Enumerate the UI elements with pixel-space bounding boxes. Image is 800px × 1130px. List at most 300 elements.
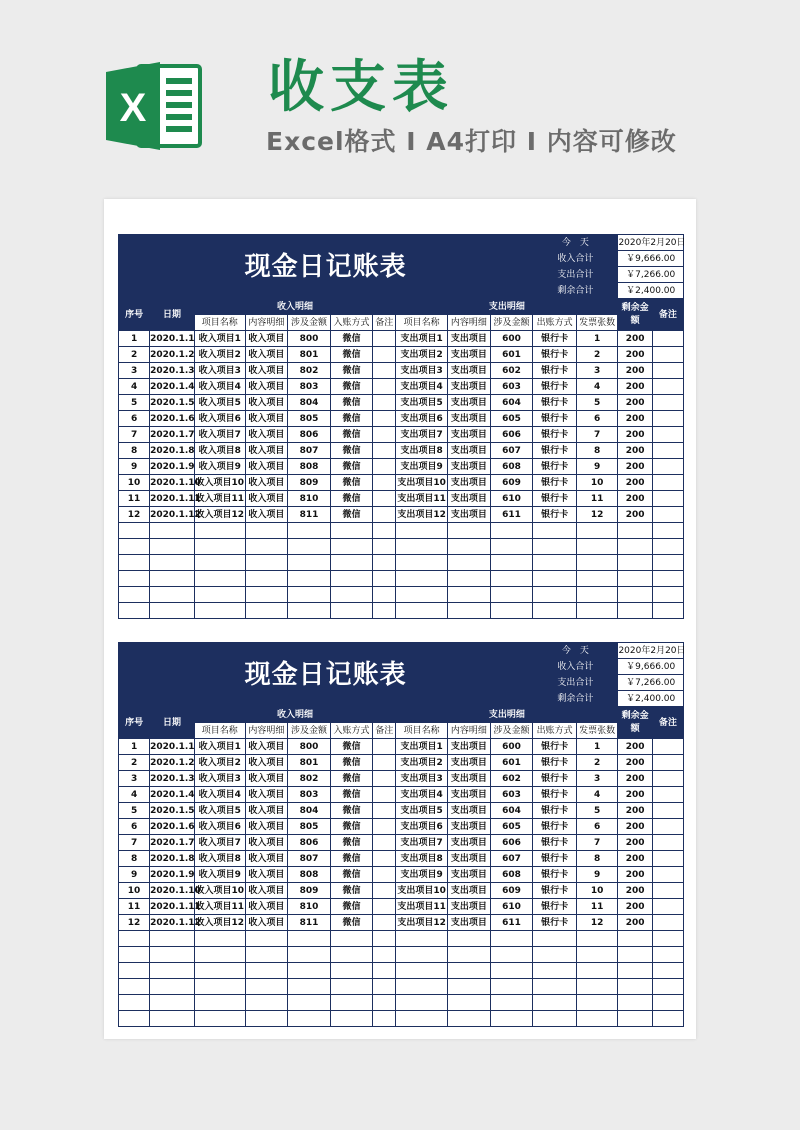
empty-cell[interactable] [194, 979, 245, 995]
cell-expense-amount[interactable]: 602 [490, 363, 533, 379]
cell-seq[interactable]: 11 [119, 491, 150, 507]
cell-expense-amount[interactable]: 600 [490, 331, 533, 347]
cell-expense-method[interactable]: 银行卡 [533, 459, 577, 475]
cell-income-method[interactable]: 微信 [330, 771, 373, 787]
cell-income-note[interactable] [373, 379, 396, 395]
cell-date[interactable]: 2020.1.9 [150, 867, 195, 883]
empty-cell[interactable] [288, 603, 331, 619]
cell-seq[interactable]: 2 [119, 347, 150, 363]
cell-expense-method[interactable]: 银行卡 [533, 491, 577, 507]
cell-income-note[interactable] [373, 459, 396, 475]
empty-cell[interactable] [194, 947, 245, 963]
cell-expense-item[interactable]: 支出项目9 [396, 459, 448, 475]
empty-cell[interactable] [194, 539, 245, 555]
empty-cell[interactable] [245, 1011, 288, 1027]
cell-invoice-count[interactable]: 1 [576, 739, 618, 755]
cell-expense-item[interactable]: 支出项目5 [396, 395, 448, 411]
empty-cell[interactable] [448, 571, 491, 587]
cell-remaining[interactable]: 200 [618, 835, 652, 851]
cell-expense-item[interactable]: 支出项目11 [396, 899, 448, 915]
cell-income-amount[interactable]: 803 [288, 787, 331, 803]
cell-seq[interactable]: 9 [119, 867, 150, 883]
cell-income-item[interactable]: 收入项目1 [194, 739, 245, 755]
cell-expense-method[interactable]: 银行卡 [533, 867, 577, 883]
cell-invoice-count[interactable]: 12 [576, 915, 618, 931]
cell-date[interactable]: 2020.1.9 [150, 459, 195, 475]
cell-expense-method[interactable]: 银行卡 [533, 395, 577, 411]
cell-expense-amount[interactable]: 603 [490, 379, 533, 395]
empty-cell[interactable] [448, 539, 491, 555]
empty-cell[interactable] [194, 555, 245, 571]
cell-expense-detail[interactable]: 支出项目 [448, 915, 491, 931]
cell-note[interactable] [652, 475, 683, 491]
empty-cell[interactable] [330, 539, 373, 555]
cell-seq[interactable]: 12 [119, 507, 150, 523]
cell-note[interactable] [652, 899, 683, 915]
cell-income-note[interactable] [373, 851, 396, 867]
cell-expense-detail[interactable]: 支出项目 [448, 771, 491, 787]
empty-cell[interactable] [490, 555, 533, 571]
cell-expense-item[interactable]: 支出项目1 [396, 331, 448, 347]
cell-date[interactable]: 2020.1.10 [150, 883, 195, 899]
cell-income-method[interactable]: 微信 [330, 915, 373, 931]
empty-cell[interactable] [373, 603, 396, 619]
empty-cell[interactable] [194, 523, 245, 539]
cell-income-amount[interactable]: 802 [288, 363, 331, 379]
empty-cell[interactable] [652, 555, 683, 571]
cell-income-item[interactable]: 收入项目12 [194, 507, 245, 523]
cell-income-note[interactable] [373, 331, 396, 347]
empty-cell[interactable] [119, 963, 150, 979]
cell-expense-method[interactable]: 银行卡 [533, 851, 577, 867]
cell-income-detail[interactable]: 收入项目 [245, 803, 288, 819]
cell-seq[interactable]: 6 [119, 411, 150, 427]
cell-seq[interactable]: 7 [119, 427, 150, 443]
empty-cell[interactable] [576, 539, 618, 555]
cell-expense-item[interactable]: 支出项目11 [396, 491, 448, 507]
cell-income-amount[interactable]: 810 [288, 899, 331, 915]
cell-income-amount[interactable]: 805 [288, 819, 331, 835]
cell-remaining[interactable]: 200 [618, 475, 652, 491]
empty-cell[interactable] [618, 995, 652, 1011]
cell-income-item[interactable]: 收入项目8 [194, 443, 245, 459]
cell-income-method[interactable]: 微信 [330, 803, 373, 819]
cell-seq[interactable]: 10 [119, 883, 150, 899]
empty-cell[interactable] [396, 1011, 448, 1027]
empty-cell[interactable] [490, 963, 533, 979]
cell-invoice-count[interactable]: 4 [576, 787, 618, 803]
cell-income-method[interactable]: 微信 [330, 475, 373, 491]
cell-expense-amount[interactable]: 608 [490, 867, 533, 883]
cell-income-detail[interactable]: 收入项目 [245, 395, 288, 411]
empty-cell[interactable] [245, 963, 288, 979]
empty-cell[interactable] [448, 587, 491, 603]
cell-expense-method[interactable]: 银行卡 [533, 363, 577, 379]
empty-cell[interactable] [533, 555, 577, 571]
empty-cell[interactable] [576, 555, 618, 571]
empty-cell[interactable] [330, 523, 373, 539]
empty-cell[interactable] [245, 947, 288, 963]
cell-income-amount[interactable]: 806 [288, 427, 331, 443]
cell-income-note[interactable] [373, 755, 396, 771]
cell-invoice-count[interactable]: 6 [576, 411, 618, 427]
empty-cell[interactable] [618, 539, 652, 555]
cell-income-detail[interactable]: 收入项目 [245, 883, 288, 899]
cell-expense-item[interactable]: 支出项目3 [396, 771, 448, 787]
empty-cell[interactable] [396, 539, 448, 555]
cell-invoice-count[interactable]: 5 [576, 395, 618, 411]
empty-cell[interactable] [119, 523, 150, 539]
empty-cell[interactable] [245, 539, 288, 555]
empty-cell[interactable] [652, 963, 683, 979]
cell-note[interactable] [652, 347, 683, 363]
cell-income-item[interactable]: 收入项目7 [194, 427, 245, 443]
cell-expense-detail[interactable]: 支出项目 [448, 411, 491, 427]
cell-expense-item[interactable]: 支出项目3 [396, 363, 448, 379]
cell-income-note[interactable] [373, 787, 396, 803]
cell-note[interactable] [652, 819, 683, 835]
empty-cell[interactable] [373, 571, 396, 587]
empty-cell[interactable] [288, 571, 331, 587]
cell-expense-detail[interactable]: 支出项目 [448, 755, 491, 771]
cell-income-note[interactable] [373, 507, 396, 523]
cell-date[interactable]: 2020.1.6 [150, 411, 195, 427]
cell-invoice-count[interactable]: 8 [576, 851, 618, 867]
empty-cell[interactable] [576, 931, 618, 947]
cell-income-item[interactable]: 收入项目10 [194, 475, 245, 491]
empty-cell[interactable] [448, 1011, 491, 1027]
cell-expense-detail[interactable]: 支出项目 [448, 851, 491, 867]
cell-date[interactable]: 2020.1.5 [150, 803, 195, 819]
cell-expense-amount[interactable]: 611 [490, 507, 533, 523]
cell-income-item[interactable]: 收入项目6 [194, 411, 245, 427]
empty-cell[interactable] [533, 995, 577, 1011]
cell-expense-method[interactable]: 银行卡 [533, 819, 577, 835]
empty-cell[interactable] [652, 979, 683, 995]
empty-cell[interactable] [490, 587, 533, 603]
empty-cell[interactable] [490, 523, 533, 539]
empty-cell[interactable] [245, 995, 288, 1011]
cell-note[interactable] [652, 491, 683, 507]
cell-expense-amount[interactable]: 610 [490, 899, 533, 915]
cell-expense-amount[interactable]: 605 [490, 819, 533, 835]
cell-expense-method[interactable]: 银行卡 [533, 755, 577, 771]
empty-cell[interactable] [150, 571, 195, 587]
empty-cell[interactable] [490, 931, 533, 947]
cell-income-detail[interactable]: 收入项目 [245, 835, 288, 851]
cell-expense-detail[interactable]: 支出项目 [448, 475, 491, 491]
empty-cell[interactable] [533, 587, 577, 603]
cell-expense-item[interactable]: 支出项目2 [396, 755, 448, 771]
empty-cell[interactable] [330, 571, 373, 587]
cell-seq[interactable]: 11 [119, 899, 150, 915]
cell-seq[interactable]: 4 [119, 787, 150, 803]
cell-income-detail[interactable]: 收入项目 [245, 787, 288, 803]
cell-invoice-count[interactable]: 3 [576, 771, 618, 787]
empty-cell[interactable] [288, 555, 331, 571]
cell-income-detail[interactable]: 收入项目 [245, 739, 288, 755]
empty-cell[interactable] [194, 587, 245, 603]
cell-expense-method[interactable]: 银行卡 [533, 835, 577, 851]
cell-income-item[interactable]: 收入项目11 [194, 491, 245, 507]
cell-expense-detail[interactable]: 支出项目 [448, 379, 491, 395]
cell-note[interactable] [652, 363, 683, 379]
cell-expense-method[interactable]: 银行卡 [533, 787, 577, 803]
cell-expense-item[interactable]: 支出项目8 [396, 443, 448, 459]
empty-cell[interactable] [119, 931, 150, 947]
empty-cell[interactable] [150, 523, 195, 539]
remaining-total-value[interactable]: ￥2,400.00 [618, 691, 684, 707]
cell-invoice-count[interactable]: 1 [576, 331, 618, 347]
empty-cell[interactable] [119, 539, 150, 555]
cell-remaining[interactable]: 200 [618, 411, 652, 427]
cell-expense-method[interactable]: 银行卡 [533, 899, 577, 915]
cell-invoice-count[interactable]: 6 [576, 819, 618, 835]
cell-seq[interactable]: 1 [119, 739, 150, 755]
cell-expense-amount[interactable]: 600 [490, 739, 533, 755]
cell-income-amount[interactable]: 804 [288, 395, 331, 411]
cell-income-note[interactable] [373, 739, 396, 755]
cell-income-item[interactable]: 收入项目9 [194, 867, 245, 883]
empty-cell[interactable] [652, 995, 683, 1011]
cell-remaining[interactable]: 200 [618, 755, 652, 771]
empty-cell[interactable] [396, 523, 448, 539]
empty-cell[interactable] [490, 539, 533, 555]
empty-cell[interactable] [330, 947, 373, 963]
empty-cell[interactable] [119, 587, 150, 603]
cell-income-detail[interactable]: 收入项目 [245, 851, 288, 867]
cell-expense-method[interactable]: 银行卡 [533, 411, 577, 427]
cell-note[interactable] [652, 411, 683, 427]
cell-income-amount[interactable]: 804 [288, 803, 331, 819]
empty-cell[interactable] [194, 603, 245, 619]
empty-cell[interactable] [618, 979, 652, 995]
expense-total-value[interactable]: ￥7,266.00 [618, 675, 684, 691]
empty-cell[interactable] [119, 571, 150, 587]
cell-income-detail[interactable]: 收入项目 [245, 363, 288, 379]
cell-income-method[interactable]: 微信 [330, 851, 373, 867]
cell-remaining[interactable]: 200 [618, 739, 652, 755]
cell-income-note[interactable] [373, 411, 396, 427]
cell-income-method[interactable]: 微信 [330, 867, 373, 883]
empty-cell[interactable] [119, 603, 150, 619]
cell-note[interactable] [652, 787, 683, 803]
cell-income-item[interactable]: 收入项目8 [194, 851, 245, 867]
cell-date[interactable]: 2020.1.1 [150, 739, 195, 755]
empty-cell[interactable] [119, 995, 150, 1011]
cell-seq[interactable]: 10 [119, 475, 150, 491]
cell-expense-amount[interactable]: 608 [490, 459, 533, 475]
cell-expense-amount[interactable]: 604 [490, 803, 533, 819]
cell-expense-amount[interactable]: 609 [490, 475, 533, 491]
empty-cell[interactable] [194, 571, 245, 587]
empty-cell[interactable] [533, 539, 577, 555]
cell-invoice-count[interactable]: 8 [576, 443, 618, 459]
empty-cell[interactable] [194, 931, 245, 947]
cell-expense-detail[interactable]: 支出项目 [448, 899, 491, 915]
cell-seq[interactable]: 7 [119, 835, 150, 851]
cell-seq[interactable]: 8 [119, 443, 150, 459]
cell-income-amount[interactable]: 802 [288, 771, 331, 787]
cell-income-note[interactable] [373, 491, 396, 507]
cell-income-method[interactable]: 微信 [330, 347, 373, 363]
empty-cell[interactable] [448, 931, 491, 947]
cell-seq[interactable]: 3 [119, 771, 150, 787]
empty-cell[interactable] [288, 1011, 331, 1027]
empty-cell[interactable] [652, 603, 683, 619]
cell-expense-method[interactable]: 银行卡 [533, 771, 577, 787]
cell-expense-item[interactable]: 支出项目6 [396, 819, 448, 835]
empty-cell[interactable] [194, 1011, 245, 1027]
cell-note[interactable] [652, 835, 683, 851]
empty-cell[interactable] [150, 555, 195, 571]
cell-invoice-count[interactable]: 9 [576, 867, 618, 883]
cell-income-detail[interactable]: 收入项目 [245, 867, 288, 883]
cell-income-method[interactable]: 微信 [330, 459, 373, 475]
empty-cell[interactable] [330, 931, 373, 947]
empty-cell[interactable] [150, 1011, 195, 1027]
empty-cell[interactable] [652, 539, 683, 555]
cell-income-amount[interactable]: 807 [288, 851, 331, 867]
empty-cell[interactable] [119, 1011, 150, 1027]
empty-cell[interactable] [288, 947, 331, 963]
empty-cell[interactable] [490, 979, 533, 995]
cell-income-detail[interactable]: 收入项目 [245, 491, 288, 507]
cell-income-amount[interactable]: 800 [288, 331, 331, 347]
cell-expense-item[interactable]: 支出项目10 [396, 475, 448, 491]
empty-cell[interactable] [150, 995, 195, 1011]
cell-income-method[interactable]: 微信 [330, 427, 373, 443]
cell-income-amount[interactable]: 805 [288, 411, 331, 427]
empty-cell[interactable] [373, 995, 396, 1011]
cell-expense-method[interactable]: 银行卡 [533, 379, 577, 395]
cell-remaining[interactable]: 200 [618, 851, 652, 867]
cell-income-detail[interactable]: 收入项目 [245, 507, 288, 523]
empty-cell[interactable] [533, 571, 577, 587]
cell-expense-item[interactable]: 支出项目12 [396, 915, 448, 931]
empty-cell[interactable] [150, 947, 195, 963]
cell-date[interactable]: 2020.1.2 [150, 347, 195, 363]
cell-income-amount[interactable]: 801 [288, 755, 331, 771]
cell-note[interactable] [652, 379, 683, 395]
cell-date[interactable]: 2020.1.12 [150, 915, 195, 931]
cell-income-amount[interactable]: 809 [288, 475, 331, 491]
cell-seq[interactable]: 6 [119, 819, 150, 835]
cell-income-detail[interactable]: 收入项目 [245, 427, 288, 443]
empty-cell[interactable] [396, 995, 448, 1011]
cell-income-note[interactable] [373, 915, 396, 931]
empty-cell[interactable] [652, 523, 683, 539]
cell-remaining[interactable]: 200 [618, 427, 652, 443]
cell-remaining[interactable]: 200 [618, 395, 652, 411]
empty-cell[interactable] [330, 963, 373, 979]
cell-note[interactable] [652, 507, 683, 523]
empty-cell[interactable] [448, 979, 491, 995]
cell-expense-item[interactable]: 支出项目4 [396, 787, 448, 803]
empty-cell[interactable] [576, 963, 618, 979]
cell-income-item[interactable]: 收入项目2 [194, 347, 245, 363]
cell-remaining[interactable]: 200 [618, 867, 652, 883]
empty-cell[interactable] [448, 603, 491, 619]
empty-cell[interactable] [396, 963, 448, 979]
cell-date[interactable]: 2020.1.8 [150, 851, 195, 867]
cell-income-note[interactable] [373, 867, 396, 883]
cell-income-amount[interactable]: 811 [288, 507, 331, 523]
empty-cell[interactable] [373, 587, 396, 603]
empty-cell[interactable] [150, 587, 195, 603]
cell-expense-amount[interactable]: 605 [490, 411, 533, 427]
cell-income-item[interactable]: 收入项目12 [194, 915, 245, 931]
empty-cell[interactable] [618, 1011, 652, 1027]
empty-cell[interactable] [396, 979, 448, 995]
cell-expense-amount[interactable]: 611 [490, 915, 533, 931]
cell-income-method[interactable]: 微信 [330, 491, 373, 507]
cell-income-method[interactable]: 微信 [330, 331, 373, 347]
empty-cell[interactable] [119, 555, 150, 571]
cell-income-item[interactable]: 收入项目7 [194, 835, 245, 851]
cell-seq[interactable]: 2 [119, 755, 150, 771]
cell-expense-item[interactable]: 支出项目1 [396, 739, 448, 755]
cell-income-detail[interactable]: 收入项目 [245, 771, 288, 787]
empty-cell[interactable] [533, 931, 577, 947]
cell-invoice-count[interactable]: 2 [576, 755, 618, 771]
cell-income-note[interactable] [373, 475, 396, 491]
cell-seq[interactable]: 12 [119, 915, 150, 931]
cell-note[interactable] [652, 867, 683, 883]
cell-income-item[interactable]: 收入项目1 [194, 331, 245, 347]
cell-income-item[interactable]: 收入项目2 [194, 755, 245, 771]
cell-seq[interactable]: 8 [119, 851, 150, 867]
cell-expense-amount[interactable]: 604 [490, 395, 533, 411]
cell-remaining[interactable]: 200 [618, 347, 652, 363]
cell-remaining[interactable]: 200 [618, 363, 652, 379]
cell-invoice-count[interactable]: 3 [576, 363, 618, 379]
empty-cell[interactable] [119, 947, 150, 963]
empty-cell[interactable] [245, 979, 288, 995]
cell-date[interactable]: 2020.1.4 [150, 787, 195, 803]
cell-expense-method[interactable]: 银行卡 [533, 331, 577, 347]
empty-cell[interactable] [396, 931, 448, 947]
cell-note[interactable] [652, 915, 683, 931]
cell-date[interactable]: 2020.1.10 [150, 475, 195, 491]
cell-date[interactable]: 2020.1.7 [150, 427, 195, 443]
cell-expense-item[interactable]: 支出项目10 [396, 883, 448, 899]
empty-cell[interactable] [618, 571, 652, 587]
cell-date[interactable]: 2020.1.11 [150, 899, 195, 915]
cell-income-amount[interactable]: 800 [288, 739, 331, 755]
cell-remaining[interactable]: 200 [618, 803, 652, 819]
cell-expense-item[interactable]: 支出项目5 [396, 803, 448, 819]
empty-cell[interactable] [576, 603, 618, 619]
empty-cell[interactable] [150, 979, 195, 995]
cell-expense-detail[interactable]: 支出项目 [448, 395, 491, 411]
cell-income-item[interactable]: 收入项目6 [194, 819, 245, 835]
cell-remaining[interactable]: 200 [618, 379, 652, 395]
empty-cell[interactable] [533, 523, 577, 539]
cell-invoice-count[interactable]: 7 [576, 427, 618, 443]
cell-expense-detail[interactable]: 支出项目 [448, 787, 491, 803]
cell-income-item[interactable]: 收入项目4 [194, 787, 245, 803]
cell-note[interactable] [652, 755, 683, 771]
cell-expense-detail[interactable]: 支出项目 [448, 803, 491, 819]
empty-cell[interactable] [373, 523, 396, 539]
cell-date[interactable]: 2020.1.11 [150, 491, 195, 507]
empty-cell[interactable] [396, 603, 448, 619]
cell-expense-method[interactable]: 银行卡 [533, 347, 577, 363]
cell-income-detail[interactable]: 收入项目 [245, 819, 288, 835]
empty-cell[interactable] [373, 931, 396, 947]
cell-remaining[interactable]: 200 [618, 443, 652, 459]
